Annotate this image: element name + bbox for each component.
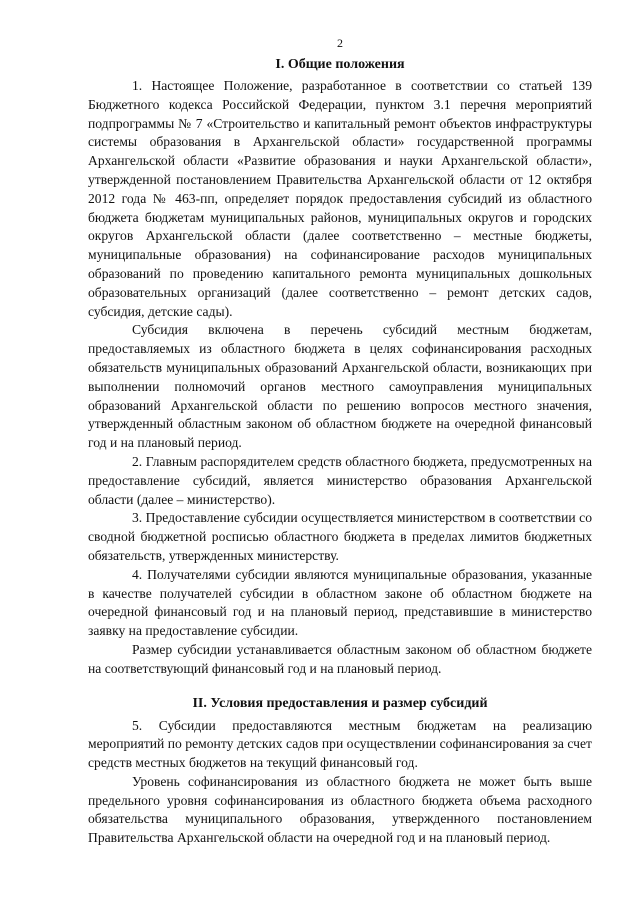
section-title-conditions: II. Условия предоставления и размер субсидий bbox=[192, 695, 488, 711]
paragraph-subsidy-size: Размер субсидии устанавливается областным законом об областном бюджете на соответствующий финансовый год и на плановый период. bbox=[88, 641, 592, 676]
paragraph-subsidy-included: Субсидия включена в перечень субсидий местным бюджетам, предоставляемых из областного бюджета в целях софинансирования расходных обязательств муниципальных образований Архангельской области, возникающих при выполнении полномочий органов местного самоуправления муниципальных образований Архангельской области по решению вопросов местного значения, утвержденный областным законом об областном бюджете на очередной финансовый год и на плановый период. bbox=[88, 322, 592, 451]
paragraph-3: 3. Предоставление субсидии осуществляется министерством в соответствии со сводной бюджетной росписью областного бюджета в пределах лимитов бюджетных обязательств, утвержденных министерству. bbox=[88, 510, 592, 563]
paragraph-2: 2. Главным распорядителем средств областного бюджета, предусмотренных на предоставление субсидий, является министерство образования Архангельской области (далее – министерство). bbox=[88, 453, 592, 507]
paragraph-5: 5. Субсидии предоставляются местным бюджетам на реализацию мероприятий по ремонту детских садов при осуществлении софинансирования за счет средств местных бюджетов на текущий финансовый год. bbox=[88, 717, 592, 771]
section-title-general: I. Общие положения bbox=[275, 57, 405, 72]
paragraph-4: 4. Получателями субсидии являются муниципальные образования, указанные в качестве получателей субсидии в областном законе об областном бюджете на очередной финансовый год и на плановый период, представившие в министерство заявку на предоставление субсидии. bbox=[88, 566, 592, 639]
paragraph-1: 1. Настоящее Положение, разработанное в соответствии со статьей 139 Бюджетного кодекса Российской Федерации, пунктом 3.1 перечня мероприятий подпрограммы № 7 «Строительство и капитальный ремонт объектов инфраструктуры системы образования в Архангельской области» государственной программы Архангельской области «Развитие образования и науки Архангельской области», утвержденной постановлением Правительства Архангельской области от 12 октября 2012 года № 463-пп, определяет порядок предоставления субсидий из областного бюджета бюджетам муниципальных районов, муниципальных округов и городских округов Архангельской области (далее соответственно – местные бюджеты, муниципальные образования) на софинансирование расходов муниципальных образований по проведению капитального ремонта муниципальных дошкольных образовательных организаций (далее соответственно – ремонт детских садов, субсидия, детские сады). bbox=[88, 78, 592, 319]
paragraph-cofinancing-level: Уровень софинансирования из областного бюджета не может быть выше предельного уровня софинансирования из областного бюджета объема расходного обязательства муниципального образования, утвержденного постановлением Правительства Архангельской области на очередной год и на плановый период. bbox=[88, 773, 592, 846]
page-number: 2 bbox=[337, 36, 343, 50]
